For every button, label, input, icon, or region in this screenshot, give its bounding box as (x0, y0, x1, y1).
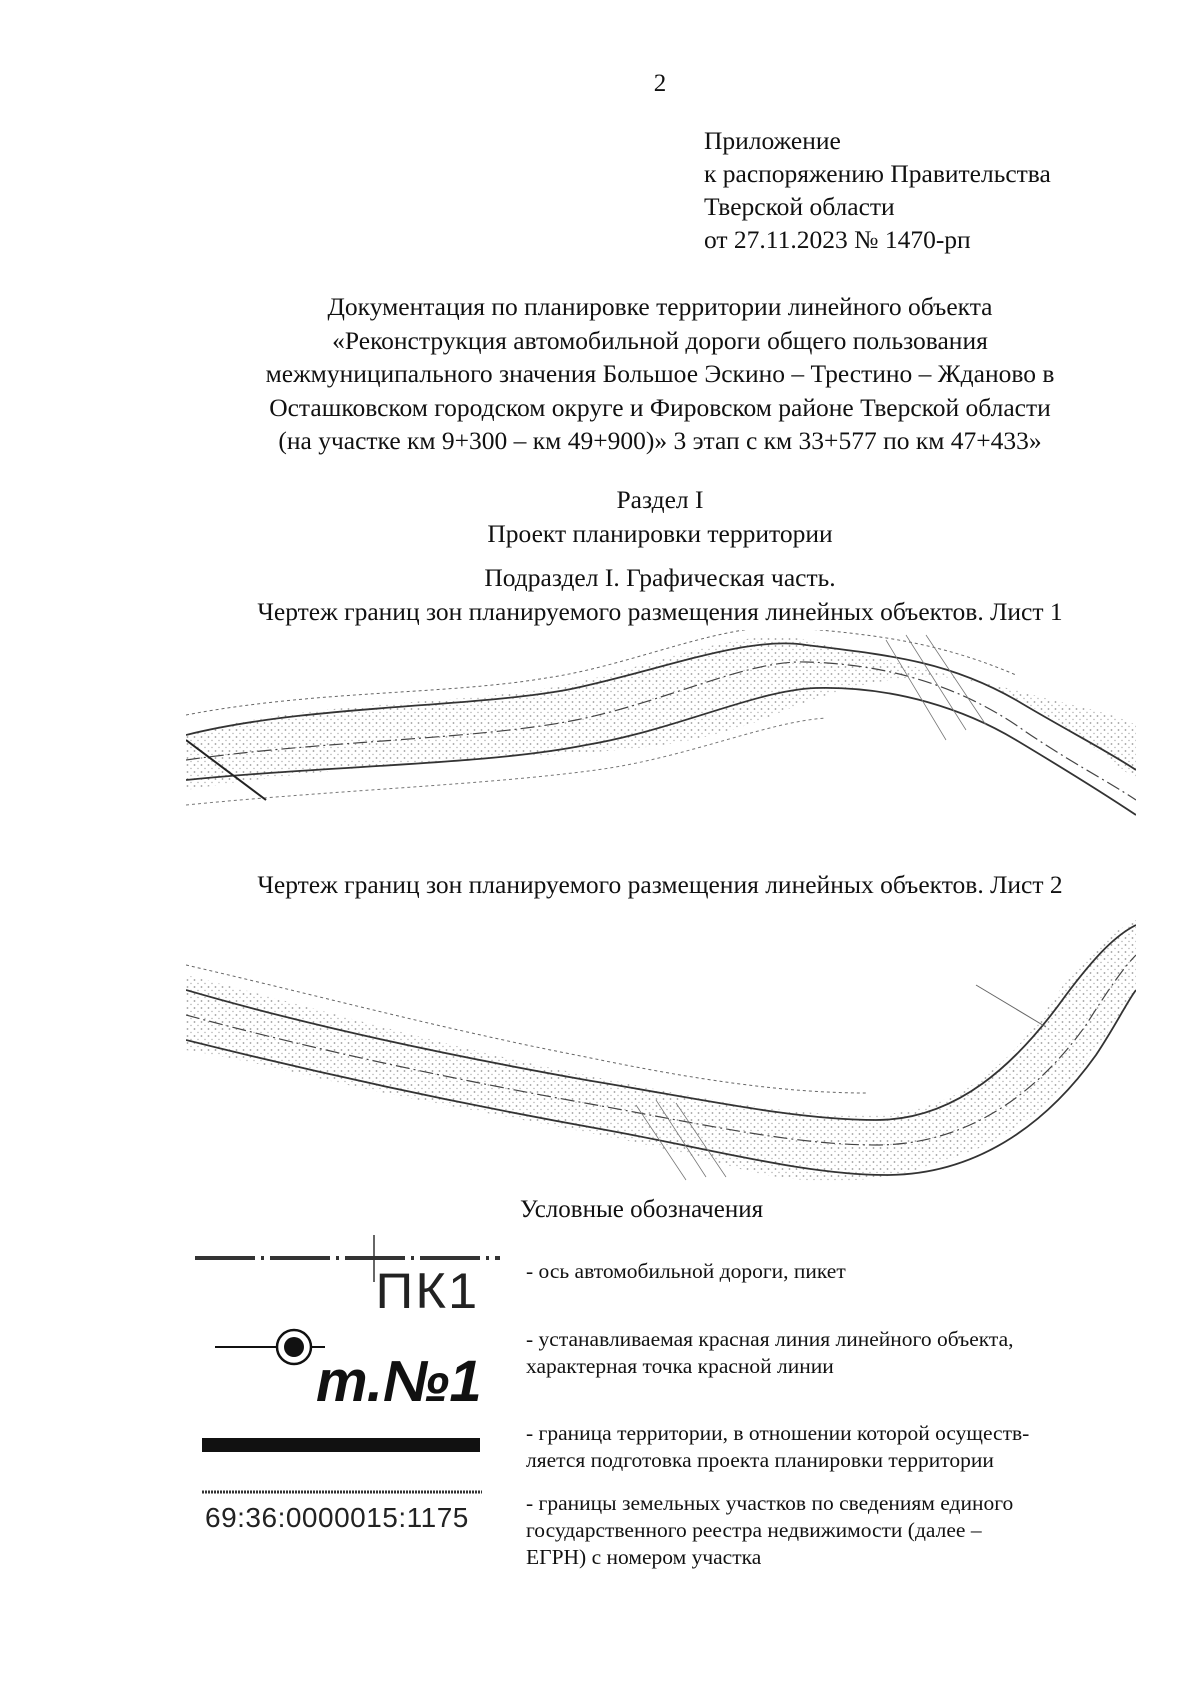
leader-line (976, 985, 1046, 1027)
project-boundary-symbol (200, 1436, 485, 1456)
title-line-1: Документация по планировке территории линейного объекта (327, 292, 993, 321)
page-number: 2 (653, 70, 667, 97)
annex-line-4: от 27.11.2023 № 1470-рп (704, 225, 971, 254)
subsection-heading: Подраздел I. Графическая часть. (484, 563, 836, 592)
title-line-5: (на участке км 9+300 – км 49+900)» 3 этап с км 33+577 по км 47+433» (278, 426, 1042, 455)
legend-item-parcel-boundary (526, 1490, 1013, 1571)
legend-text-line: государственного реестра недвижимости (далее – (526, 1518, 982, 1542)
legend-text-line: - ось автомобильной дороги, пикет (526, 1259, 846, 1283)
sheet-2-drawing (186, 915, 1136, 1205)
crossing-hatch (886, 635, 986, 740)
cadastral-number-label: 69:36:0000015:1175 (205, 1502, 469, 1533)
legend-text-line: - граница территории, в отношении которой осуществ- (526, 1421, 1030, 1445)
legend-text-line: - устанавливаемая красная линия линейного объекта, (526, 1327, 1014, 1351)
title-line-2: «Реконструкция автомобильной дороги общего пользования (332, 325, 988, 355)
sheet-1-caption: Чертеж границ зон планируемого размещения линейных объектов. Лист 1 (257, 597, 1063, 626)
legend-item-project-boundary (526, 1420, 1029, 1474)
legend-text-line: ляется подготовка проекта планировки территории (526, 1448, 994, 1472)
section-name: Проект планировки территории (487, 519, 833, 548)
legend-item-axis (526, 1258, 846, 1285)
section-heading: Раздел I (616, 485, 704, 514)
annex-line-3: Тверской области (704, 192, 895, 221)
parcel-boundary-symbol (200, 1486, 485, 1498)
title-line-4: Осташковском городском округе и Фировском районе Тверской области (269, 392, 1051, 422)
legend-text-line: ЕГРН) с номером участка (526, 1545, 762, 1569)
document-title (190, 290, 1130, 458)
red-line-point-symbol (210, 1325, 330, 1375)
point-label: т.№1 (316, 1349, 482, 1414)
title-line-3: межмуниципального значения Большое Эскино – Трестино – Жданово в (265, 359, 1055, 388)
annex-line-2: к распоряжению Правительства (704, 159, 1051, 188)
legend-text-line: характерная точка красной линии (526, 1354, 834, 1378)
legend-title: Условные обозначения (520, 1196, 764, 1223)
annex-block (704, 124, 1051, 256)
sheet-1-drawing (186, 630, 1136, 850)
legend-item-red-line (526, 1326, 1014, 1380)
annex-line-1: Приложение (704, 126, 841, 155)
picket-label: ПК1 (375, 1263, 480, 1319)
legend-text-line: - границы земельных участков по сведениям единого (526, 1491, 1014, 1515)
sheet-2-caption: Чертеж границ зон планируемого размещения линейных объектов. Лист 2 (257, 870, 1063, 899)
